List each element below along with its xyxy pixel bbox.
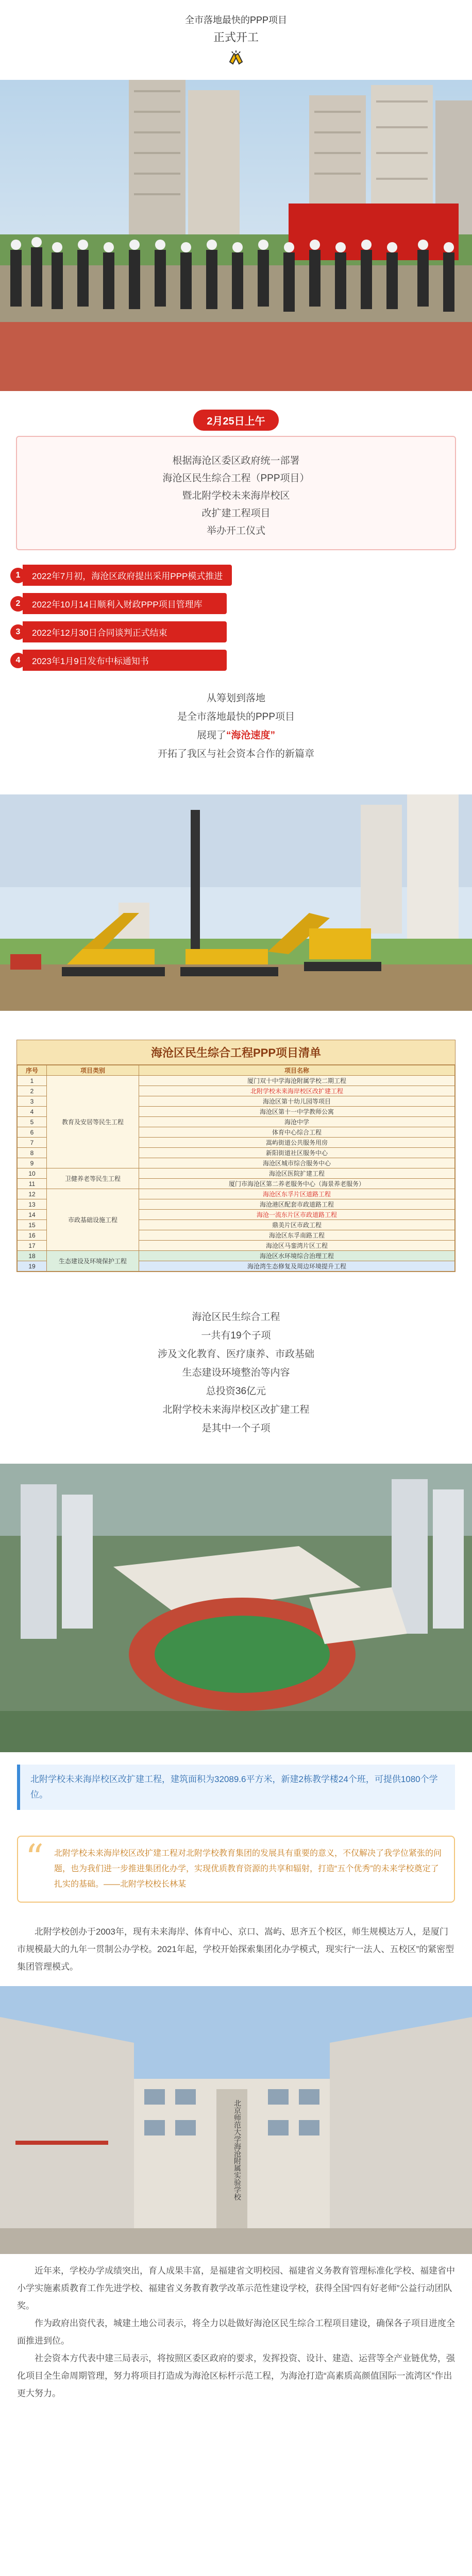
timeline-item: [10, 621, 472, 642]
cell-no: 3: [18, 1096, 47, 1107]
cell-no: 4: [18, 1107, 47, 1117]
cell-no: 2: [18, 1086, 47, 1096]
cell-name: 海沧区城市综合服务中心: [139, 1158, 455, 1168]
cell-no: 11: [18, 1179, 47, 1189]
timeline-number: 1: [10, 568, 26, 583]
timeline-text: 2022年7月初，海沧区政府提出采用PPP模式推进: [23, 565, 232, 586]
building-info-note: 北附学校未来海岸校区改扩建工程，建筑面积为32089.6平方米，新建2栋教学楼24个班，可提供1080个学位。: [17, 1765, 455, 1810]
timeline-number: 3: [10, 624, 26, 640]
cell-name: 鼎美片区市政工程: [139, 1220, 455, 1230]
timeline-item: [10, 650, 472, 671]
table-title: 海沧区民生综合工程PPP项目清单: [17, 1040, 455, 1065]
cell-no: 9: [18, 1158, 47, 1168]
haicang-speed-highlight: “海沧速度”: [226, 730, 276, 741]
cell-name: 北附学校未来海岸校区改扩建工程: [139, 1086, 455, 1096]
cell-name: 海沧湾生态修复及周边环境提升工程: [139, 1261, 455, 1272]
school-sign: 北京师范大学海沧附属实验学校: [233, 2099, 241, 2200]
speed-prefix: 展现了: [196, 730, 226, 741]
headline-line-2: 正式开工: [213, 31, 259, 44]
investor-statement-paragraph: 社会资本方代表中建三局表示，将按照区委区政府的要求，发挥投资、设计、建造、运营等全产业链优势，强化项目全生命周期管理，努力将项目打造成为海沧区标杆示范工程，为海沧打造“高素质高颜值国际一流湾区”作出更大努力。: [17, 2353, 455, 2398]
summary-line: 总投资36亿元: [206, 1386, 266, 1397]
cell-name: 海沧中学: [139, 1117, 455, 1127]
quote-mark-icon: “: [25, 1837, 44, 1879]
school-gate-photo: [0, 1986, 472, 2254]
cell-no: 17: [18, 1241, 47, 1251]
timeline-text: 2022年12月30日合同谈判正式结束: [23, 621, 227, 642]
cell-name: 海沧港区配套市政道路工程: [139, 1199, 455, 1210]
speed-line: 是全市落地最快的PPP项目: [177, 711, 295, 722]
cell-name: 新阳街道社区服务中心: [139, 1148, 455, 1158]
summary-line: 海沧区民生综合工程: [192, 1312, 280, 1323]
cell-no: 18: [18, 1251, 47, 1261]
intro-line: 海沧区民生综合工程（PPP项目）: [162, 473, 310, 484]
headline: [0, 0, 472, 46]
cell-no: 16: [18, 1230, 47, 1241]
cell-no: 8: [18, 1148, 47, 1158]
cell-no: 6: [18, 1127, 47, 1138]
summary-line: 一共有19个子项: [201, 1330, 271, 1341]
cell-no: 1: [18, 1076, 47, 1086]
headline-line-1: 全市落地最快的PPP项目: [184, 15, 288, 25]
speed-line: 从筹划到落地: [206, 693, 265, 704]
cell-no: 15: [18, 1220, 47, 1230]
summary-line: 涉及文化教育、医疗康养、市政基础: [157, 1349, 314, 1360]
speed-paragraph: [0, 689, 472, 764]
table-row: [18, 1251, 455, 1261]
cell-category: 市政基础设施工程: [47, 1189, 139, 1251]
cell-no: 19: [18, 1261, 47, 1272]
cell-category: 卫健养老等民生工程: [47, 1168, 139, 1189]
cell-name: 海沧区第十幼儿园等项目: [139, 1096, 455, 1107]
cell-name: 海沧区马銮湾片区工程: [139, 1241, 455, 1251]
table-header: 序号: [18, 1065, 47, 1076]
ceremony-photo: [0, 80, 472, 391]
summary-line: 是其中一个子项: [201, 1423, 271, 1434]
table-header: 项目类别: [47, 1065, 139, 1076]
cell-name: 海沧区东孚片区道路工程: [139, 1189, 455, 1199]
timeline-number: 4: [10, 653, 26, 668]
government-statement-paragraph: 作为政府出资代表，城建土地公司表示，将全力以赴做好海沧区民生综合工程项目建设，确保各子项目进度全面推进到位。: [17, 2318, 455, 2346]
table-row: [18, 1168, 455, 1179]
cell-name: 厦门双十中学海沧附属学校二期工程: [139, 1076, 455, 1086]
summary-line: 北附学校未来海岸校区改扩建工程: [162, 1404, 310, 1415]
cell-name: 体育中心综合工程: [139, 1127, 455, 1138]
date-badge: 2月25日上午: [193, 410, 278, 431]
intro-line: 暨北附学校未来海岸校区: [182, 490, 290, 501]
table-row: [18, 1076, 455, 1086]
principal-quote: [17, 1836, 455, 1903]
timeline-text: 2022年10月14日顺利入财政PPP项目管理库: [23, 593, 227, 614]
cell-name: 海沧区医院扩建工程: [139, 1168, 455, 1179]
speed-line: [0, 726, 472, 745]
cell-name: 厦门市海沧区第二养老服务中心（海景养老服务）: [139, 1179, 455, 1189]
cell-no: 13: [18, 1199, 47, 1210]
timeline-item: [10, 593, 472, 614]
speed-line: 开拓了我区与社会资本合作的新篇章: [157, 749, 314, 759]
cell-no: 10: [18, 1168, 47, 1179]
clap-hands-icon: [0, 49, 472, 73]
cell-no: 14: [18, 1210, 47, 1220]
cell-no: 7: [18, 1138, 47, 1148]
intro-line: 举办开工仪式: [206, 526, 265, 536]
table-row: [18, 1189, 455, 1199]
quote-text: 北附学校未来海岸校区改扩建工程对北附学校教育集团的发展具有重要的意义，不仅解决了我学位紧张的问题，也为我们进一步推进集团化办学，实现优质教育资源的共享和辐射，打造“五个优秀”的未来学校奠定了扎实的基础。——北附学校校长林某: [54, 1849, 442, 1889]
cell-name: 嵩屿街道公共服务用房: [139, 1138, 455, 1148]
cell-category: 教育及安居等民生工程: [47, 1076, 139, 1168]
school-achievement-paragraph: 近年来，学校办学成绩突出，育人成果丰富，是福建省文明校园、福建省义务教育管理标准化学校、福建省中小学实施素质教育工作先进学校、福建省义务教育教学改革示范性建设学校，获得全国“四有好老师”公益行动团队奖。: [17, 2266, 455, 2311]
school-intro-paragraph: 北附学校创办于2003年，现有未来海岸、体育中心、京口、嵩屿、思齐五个校区，师生规模达万人，是厦门市规模最大的九年一贯制公办学校。2021年起，学校开始探索集团化办学模式，现实行“一法人、五校区”的紧密型集团管理模式。: [17, 1927, 454, 1972]
timeline-number: 2: [10, 596, 26, 612]
intro-box: [16, 436, 456, 550]
cell-category: 生态建设及环境保护工程: [47, 1251, 139, 1272]
cell-name: 海沧区第十一中学教师公寓: [139, 1107, 455, 1117]
construction-photo: [0, 794, 472, 1011]
summary-paragraph: [0, 1308, 472, 1438]
intro-line: 改扩建工程项目: [201, 508, 271, 519]
cell-name: 海沧一流东片区市政道路工程: [139, 1210, 455, 1220]
intro-line: 根据海沧区委区政府统一部署: [172, 455, 300, 466]
timeline: [0, 565, 472, 671]
date-badge-wrap: [0, 410, 472, 431]
timeline-text: 2023年1月9日发布中标通知书: [23, 650, 227, 671]
cell-name: 海沧区水环境综合治理工程: [139, 1251, 455, 1261]
cell-no: 12: [18, 1189, 47, 1199]
campus-aerial-render: [0, 1464, 472, 1752]
project-list-table: [16, 1040, 456, 1272]
cell-no: 5: [18, 1117, 47, 1127]
cell-name: 海沧区东孚南路工程: [139, 1230, 455, 1241]
summary-line: 生态建设环境整治等内容: [182, 1367, 290, 1378]
timeline-item: [10, 565, 472, 586]
table-header: 项目名称: [139, 1065, 455, 1076]
